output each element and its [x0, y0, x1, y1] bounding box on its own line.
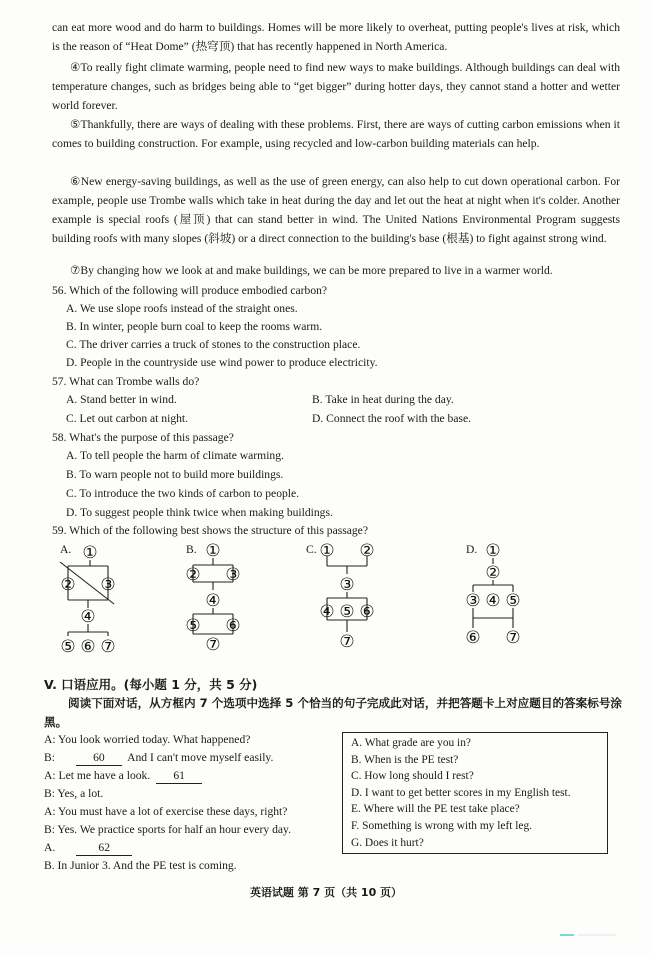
blank-62: 62: [76, 841, 132, 856]
diagram-d-label: D.: [466, 543, 478, 556]
section-5-heading: V. 口语应用。(每小题 1 分，共 5 分): [44, 677, 258, 692]
dialogue-line-5: [44, 803, 287, 821]
question-59-stem: 59. Which of the following best shows the structure of this passage?: [52, 524, 368, 537]
dialogue-line-3: [44, 767, 205, 785]
dialogue-line-2: [44, 749, 273, 767]
dialogue-text: A: Let me have a look.: [44, 769, 151, 782]
diagram-a-node-5: ⑤: [60, 637, 76, 656]
dialogue-text: B. In Junior 3. And the PE test is coming.: [44, 859, 237, 872]
diagram-b-node-1: ①: [205, 541, 221, 560]
diagram-c-node-2: ②: [359, 541, 375, 560]
dialogue-text: And I can't move myself easily.: [127, 751, 274, 764]
q57-option-c: C. Let out carbon at night.: [66, 412, 189, 425]
diagram-b-node-6: ⑥: [225, 616, 241, 635]
option-a: A. What grade are you in?: [351, 737, 471, 749]
q57-option-a: A. Stand better in wind.: [66, 393, 177, 406]
diagram-a-node-2: ②: [60, 575, 76, 594]
passage-paragraph-6: ⑥New energy-saving buildings, as well as the use of green energy, can also help to cut down operational carbon. For example, people use Trombe walls which take in heat during the day and let out the heat at night when it's colder. Another example is special roofs (屋顶) that can stand better in wind. The United Nations Environmental Program suggests building roofs with many slopes (斜坡) or a direct connection to the building's base (根基) to fight against strong wind.: [52, 175, 620, 245]
option-g: G. Does it hurt?: [351, 836, 424, 849]
diagram-b-node-7: ⑦: [205, 635, 221, 654]
option-c: C. How long should I rest?: [351, 770, 474, 783]
diagram-d-node-4: ④: [485, 591, 501, 610]
diagram-c-node-7: ⑦: [339, 632, 355, 651]
q56-option-d: D. People in the countryside use wind power to produce electricity.: [66, 356, 378, 369]
diagram-a-node-7: ⑦: [100, 637, 116, 656]
dialogue-speaker: A.: [44, 841, 56, 854]
q58-option-d: D. To suggest people think twice when making buildings.: [66, 506, 333, 519]
diagram-b-label: B.: [186, 543, 197, 556]
option-e: E. Where will the PE test take place?: [351, 803, 520, 816]
dialogue-line-6: [44, 821, 291, 839]
scan-smudge: [560, 932, 616, 938]
diagram-d-node-1: ①: [485, 541, 501, 560]
diagram-a-node-1: ①: [82, 543, 98, 562]
diagram-d-node-6: ⑥: [465, 628, 481, 647]
question-58-stem: 58. What's the purpose of this passage?: [52, 431, 234, 444]
diagram-c-node-6: ⑥: [359, 602, 375, 621]
dialogue-line-7: [44, 839, 135, 857]
q57-option-b: B. Take in heat during the day.: [312, 393, 454, 406]
q56-option-c: C. The driver carries a truck of stones to the construction place.: [66, 338, 361, 351]
diagram-c-node-1: ①: [319, 541, 335, 560]
option-b: B. When is the PE test?: [351, 753, 459, 766]
diagram-c-node-4: ④: [319, 602, 335, 621]
dialogue-text: B: Yes, a lot.: [44, 787, 104, 800]
question-57-stem: 57. What can Trombe walls do?: [52, 375, 200, 388]
diagram-d-node-7: ⑦: [505, 628, 521, 647]
diagram-b-node-2: ②: [185, 565, 201, 584]
dialogue-text: A: You must have a lot of exercise these days, right?: [44, 805, 288, 818]
dialogue-text: B: Yes. We practice sports for half an hour every day.: [44, 823, 291, 836]
diagram-b-node-4: ④: [205, 591, 221, 610]
diagram-b-node-5: ⑤: [185, 616, 201, 635]
diagram-a-node-3: ③: [100, 575, 116, 594]
question-56-stem: 56. Which of the following will produce embodied carbon?: [52, 284, 328, 297]
passage-paragraph-4: ④To really fight climate warming, people need to find new ways to make buildings. Although buildings can deal with temperature changes, such as bridges being able to “get bigger” during hotter days, they cannot stand a hotter and wetter world forever.: [52, 61, 620, 112]
diagram-d-node-5: ⑤: [505, 591, 521, 610]
option-f: F. Something is wrong with my left leg.: [351, 819, 533, 832]
diagram-d-node-2: ②: [485, 563, 501, 582]
passage-paragraph-5: ⑤Thankfully, there are ways of dealing with these problems. First, there are ways of cutting carbon emissions when it comes to building construction. For example, using recycled and low-carbon building materials can help.: [52, 118, 620, 150]
diagram-a-node-4: ④: [80, 607, 96, 626]
passage-paragraph-3: can eat more wood and do harm to buildings. Homes will be more likely to overheat, putting people's lives at risk, which is the reason of “Heat Dome” (热穹顶) that has recently happened in North America.: [52, 21, 620, 53]
q56-option-a: A. We use slope roofs instead of the straight ones.: [66, 302, 298, 315]
section-5-instruction: 阅读下面对话，从方框内 7 个选项中选择 5 个恰当的句子完成此对话，并把答题卡上对应题目的答案标号涂黑。: [44, 696, 623, 729]
dialogue-text: A: You look worried today. What happened?: [44, 733, 251, 746]
structure-diagrams: [0, 540, 652, 660]
diagram-c-label: C.: [306, 543, 317, 556]
diagram-c-node-5: ⑤: [339, 602, 355, 621]
diagram-a-node-6: ⑥: [80, 637, 96, 656]
dialogue-line-1: [44, 731, 250, 749]
dialogue-line-4: [44, 785, 103, 803]
blank-61: 61: [156, 769, 202, 784]
diagram-b-node-3: ③: [225, 565, 241, 584]
q56-option-b: B. In winter, people burn coal to keep the rooms warm.: [66, 320, 323, 333]
options-box: [342, 732, 608, 854]
page-footer: 英语试题 第 7 页（共 10 页）: [249, 886, 403, 899]
blank-60: 60: [76, 751, 122, 766]
q58-option-b: B. To warn people not to build more buildings.: [66, 468, 284, 481]
q58-option-c: C. To introduce the two kinds of carbon to people.: [66, 487, 300, 500]
diagram-a-label: A.: [60, 543, 72, 556]
dialogue-speaker: B:: [44, 751, 55, 764]
passage-paragraph-7: ⑦By changing how we look at and make buildings, we can be more prepared to live in a warmer world.: [70, 264, 553, 277]
dialogue-line-8: [44, 857, 237, 875]
q58-option-a: A. To tell people the harm of climate warming.: [66, 449, 284, 462]
diagram-c-node-3: ③: [339, 575, 355, 594]
option-d: D. I want to get better scores in my English test.: [351, 786, 571, 799]
diagram-d-node-3: ③: [465, 591, 481, 610]
q57-option-d: D. Connect the roof with the base.: [312, 412, 472, 425]
